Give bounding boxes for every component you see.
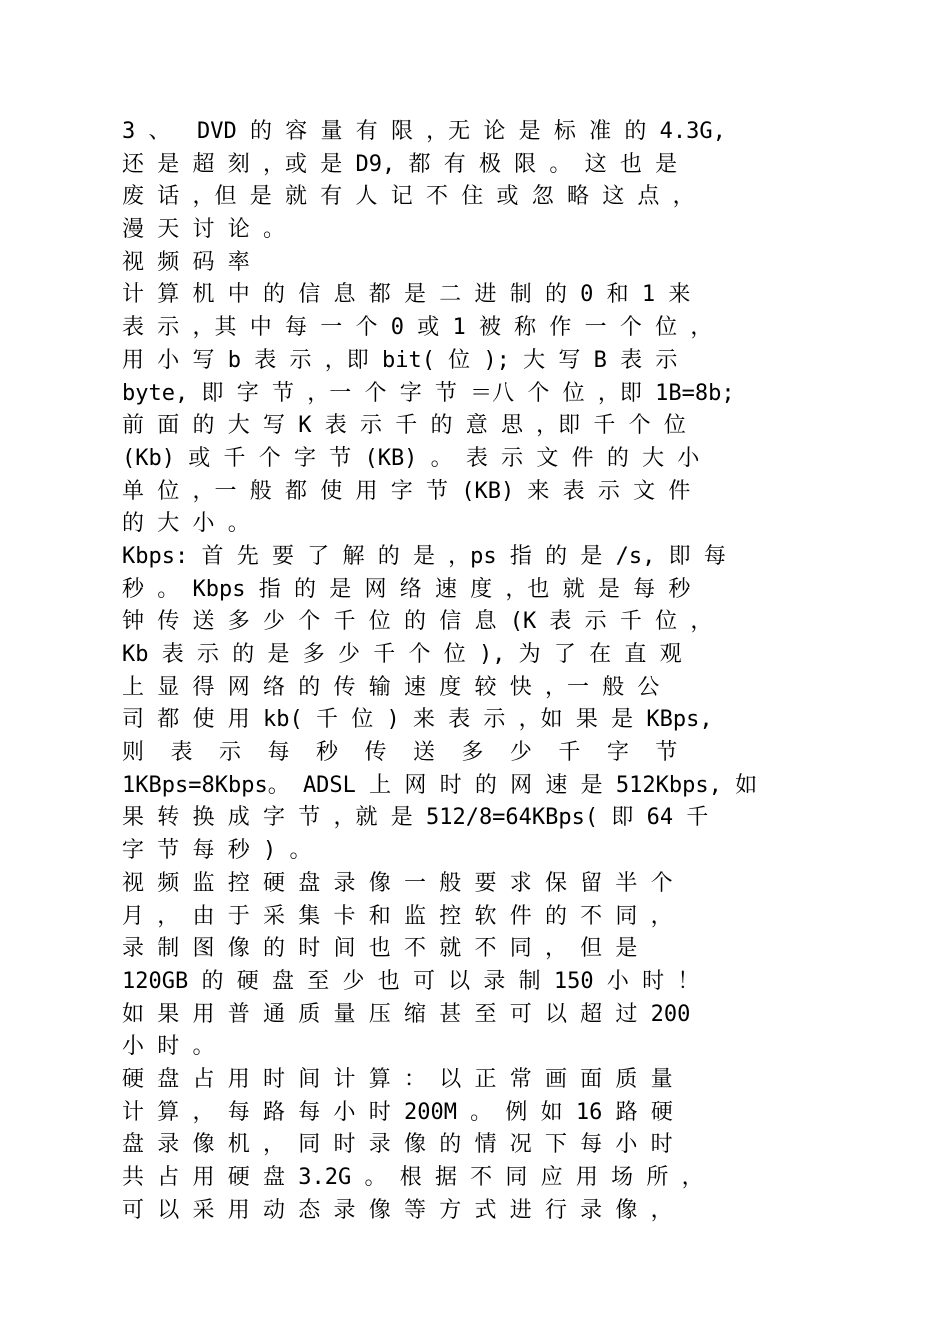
text-line: 果 转 换 成 字 节 ，就 是 512/8=64KBps( 即 64 千 (122, 805, 709, 831)
text-line: 盘 录 像 机 ， 同 时 录 像 的 情 况 下 每 小 时 (122, 1132, 673, 1158)
text-line: 表 示 ，其 中 每 一 个 0 或 1 被 称 作 一 个 位 ， (122, 315, 713, 341)
document-body (122, 116, 842, 1227)
text-line: 计 算 ， 每 路 每 小 时 200M 。 例 如 16 路 硬 (122, 1099, 673, 1125)
text-line: 120GB 的 硬 盘 至 少 也 可 以 录 制 150 小 时 ！ (122, 968, 700, 994)
text-line: byte, 即 字 节 ，一 个 字 节 ＝八 个 位 ，即 1B=8b; (122, 380, 735, 406)
text-line: Kbps: 首 先 要 了 解 的 是 ，ps 指 的 是 /s, 即 每 (122, 543, 726, 569)
text-line: 共 占 用 硬 盘 3.2G 。 根 据 不 同 应 用 场 所 ， (122, 1165, 704, 1190)
text-line: 月 ， 由 于 采 集 卡 和 监 控 软 件 的 不 同 ， (122, 903, 673, 929)
text-line: 小 时 。 (122, 1034, 215, 1060)
text-line: 用 小 写 b 表 示 ，即 bit( 位 ); 大 写 B 表 示 (122, 347, 678, 373)
text-line: Kb 表 示 的 是 多 少 千 个 位 ), 为 了 在 直 观 (122, 642, 682, 667)
text-line: 漫 天 讨 论 。 (122, 217, 285, 243)
text-line: 钟 传 送 多 少 个 千 位 的 信 息 (K 表 示 千 位 ， (122, 609, 713, 635)
text-line: 视 频 监 控 硬 盘 录 像 一 般 要 求 保 留 半 个 (122, 870, 673, 896)
text-line: 还 是 超 刻 ，或 是 D9, 都 有 极 限 。 这 也 是 (122, 151, 678, 177)
text-line: (Kb) 或 千 个 字 节 (KB) 。 表 示 文 件 的 大 小 (122, 445, 700, 471)
text-line: 秒 。 Kbps 指 的 是 网 络 速 度 ，也 就 是 每 秒 (122, 576, 691, 602)
text-line: 字 节 每 秒 ) 。 (122, 838, 312, 864)
text-line: 录 制 图 像 的 时 间 也 不 就 不 同 ， 但 是 (122, 936, 638, 962)
text-line: 可 以 采 用 动 态 录 像 等 方 式 进 行 录 像 ， (122, 1197, 673, 1223)
text-line: 计 算 机 中 的 信 息 都 是 二 进 制 的 0 和 1 来 (122, 282, 691, 308)
text-line: 单 位 ，一 般 都 使 用 字 节 (KB) 来 表 示 文 件 (122, 478, 691, 504)
text-line: 前 面 的 大 写 K 表 示 千 的 意 思 ，即 千 个 位 (122, 413, 686, 439)
text-line: 司 都 使 用 kb( 千 位 ) 来 表 示 ，如 果 是 KBps, (122, 707, 713, 733)
text-line: 则 表 示 每 秒 传 送 多 少 千 字 节 (122, 740, 678, 766)
text-line: 硬 盘 占 用 时 间 计 算 ： 以 正 常 画 面 质 量 (122, 1066, 673, 1092)
text-line: 上 显 得 网 络 的 传 输 速 度 较 快 ，一 般 公 (122, 674, 660, 700)
text-line: 废 话 ，但 是 就 有 人 记 不 住 或 忽 略 这 点 ， (122, 184, 695, 210)
text-line: 的 大 小 。 (122, 511, 250, 537)
text-line: 如 果 用 普 通 质 量 压 缩 甚 至 可 以 超 过 200 (122, 1001, 691, 1027)
section-heading: 视 频 码 率 (122, 249, 250, 275)
text-line: 1KBps=8Kbps。 ADSL 上 网 时 的 网 速 是 512Kbps, 如 (122, 772, 758, 798)
text-line: 3 、 DVD 的 容 量 有 限 ，无 论 是 标 准 的 4.3G, (122, 119, 726, 144)
